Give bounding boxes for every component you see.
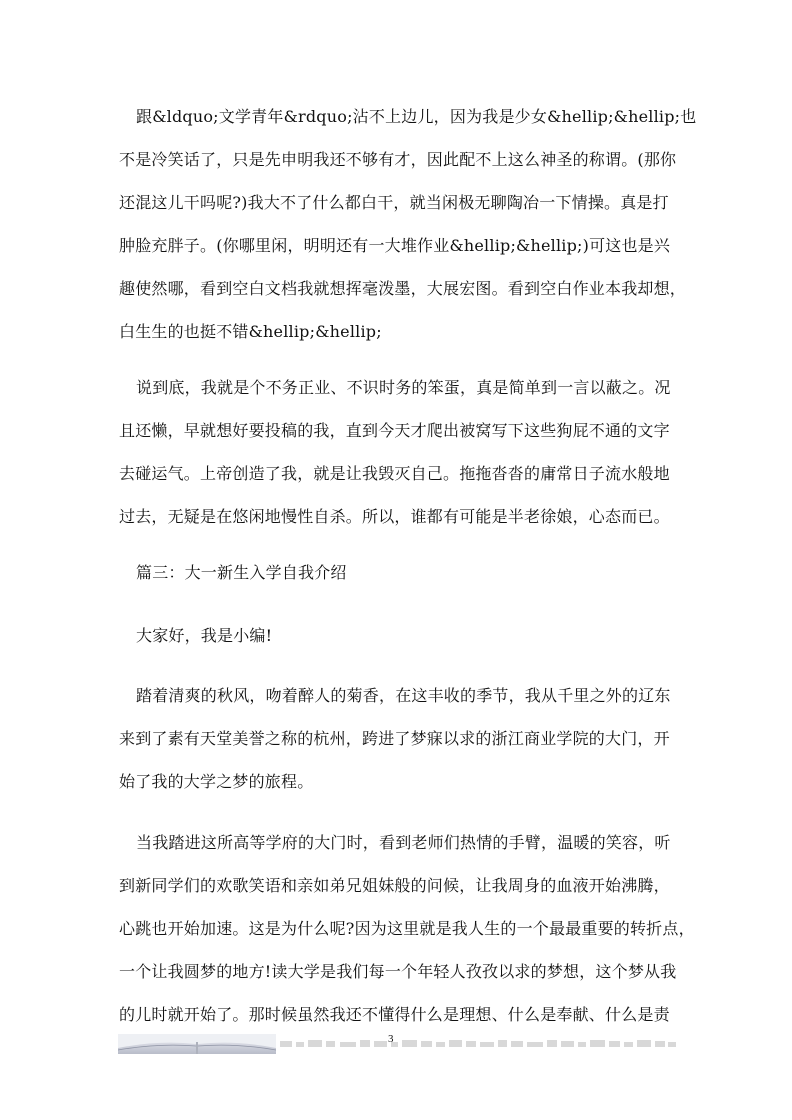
text-line: 过去，无疑是在悠闲地慢性自杀。所以，谁都有可能是半老徐娘，心态而已。 [119,507,670,526]
text-line: 当我踏进这所高等学府的大门时，看到老师们热情的手臂，温暖的笑容，听 [136,833,671,852]
text-line: 肿脸充胖子。(你哪里闲，明明还有一大堆作业&hellip;&hellip;)可这也是兴 [119,236,671,255]
text-line: 跟&ldquo;文学青年&rdquo;沾不上边儿，因为我是少女&hellip;&hellip;也 [136,107,697,126]
open-book-image [118,1034,276,1054]
text-line: 踏着清爽的秋风，吻着醉人的菊香，在这丰收的季节，我从千里之外的辽东 [136,686,671,705]
text-line: 不是冷笑话了，只是先申明我还不够有才，因此配不上这么神圣的称谓。(那你 [119,150,677,169]
footer-decoration [280,1038,676,1052]
text-line: 到新同学们的欢歌笑语和亲如弟兄姐妹般的问候，让我周身的血液开始沸腾， [119,876,670,895]
text-line: 始了我的大学之梦的旅程。 [119,772,314,791]
text-line: 趣使然哪，看到空白文档我就想挥毫泼墨，大展宏图。看到空白作业本我却想， [119,279,687,298]
page-number: 3 [388,1033,394,1045]
text-line: 心跳也开始加速。这是为什么呢?因为这里就是我人生的一个最最重要的转折点， [119,919,695,938]
text-line: 说到底，我就是个不务正业、不识时务的笨蛋，真是简单到一言以蔽之。况 [136,378,671,397]
text-line: 一个让我圆梦的地方!读大学是我们每一个年轻人孜孜以求的梦想，这个梦从我 [119,962,677,981]
text-line: 白生生的也挺不错&hellip;&hellip; [119,322,382,341]
text-line: 大家好，我是小编! [136,626,273,645]
text-line: 的儿时就开始了。那时候虽然我还不懂得什么是理想、什么是奉献、什么是责 [119,1005,670,1024]
text-line: 去碰运气。上帝创造了我，就是让我毁灭自己。拖拖沓沓的庸常日子流水般地 [119,464,670,483]
text-line: 且还懒，早就想好要投稿的我，直到今天才爬出被窝写下这些狗屁不通的文字 [119,421,670,440]
text-line: 还混这儿干吗呢?)我大不了什么都白干，就当闲极无聊陶冶一下情操。真是打 [119,193,669,212]
text-line: 来到了素有天堂美誉之称的杭州，跨进了梦寐以求的浙江商业学院的大门，开 [119,729,670,748]
section-heading: 篇三：大一新生入学自我介绍 [136,563,347,582]
